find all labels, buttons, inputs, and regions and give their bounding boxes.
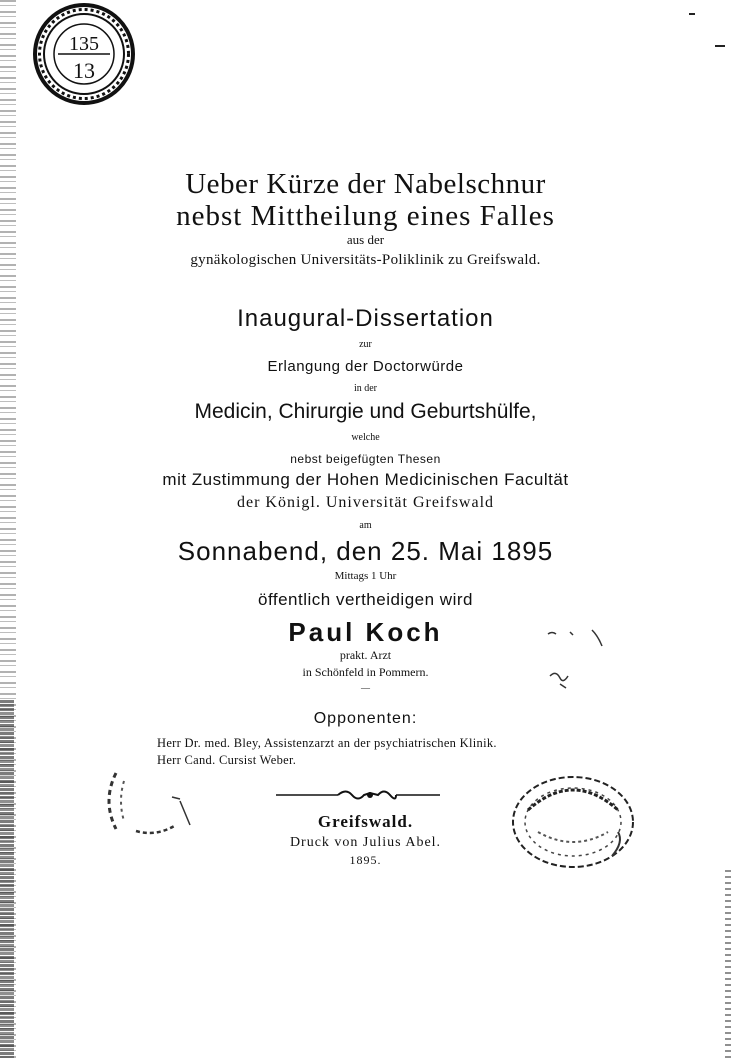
opponent-1: Herr Dr. med. Bley, Assistenzarzt an der psychiatrischen Klinik.	[157, 736, 497, 750]
author-place: in Schönfeld in Pommern.	[302, 665, 429, 679]
aus-der: aus der	[346, 232, 385, 247]
scan-edge-left-dark	[0, 700, 14, 1058]
faculties-text: Medicin, Chirurgie und Geburtshülfe,	[194, 400, 537, 423]
welche-text: welche	[351, 432, 380, 443]
corner-marks-icon	[675, 2, 731, 62]
title-line-1: Ueber Kürze der Nabelschnur	[185, 168, 546, 200]
opponenten-heading: Opponenten:	[313, 710, 418, 727]
publisher-city: Greifswald.	[317, 812, 414, 831]
nebst-thesen-text: nebst beigefügten Thesen	[290, 452, 441, 466]
defense-time: Mittags 1 Uhr	[334, 570, 397, 582]
faded-stamp-right-icon	[508, 772, 638, 872]
library-stamp-icon	[32, 2, 137, 107]
universitaet-text: der Königl. Universität Greifswald	[236, 494, 495, 511]
zur-text: zur	[359, 339, 372, 350]
stamp-number-1: 135	[69, 33, 99, 55]
clinic-name: gynäkologischen Universitäts-Poliklinik zu Greifswald.	[190, 252, 541, 268]
oeffentlich-text: öffentlich vertheidigen wird	[258, 590, 473, 609]
author-title: prakt. Arzt	[339, 648, 392, 662]
stamp-number-2: 13	[73, 58, 95, 83]
publication-year: 1895.	[349, 853, 382, 867]
opponent-2: Herr Cand. Cursist Weber.	[157, 753, 297, 767]
zustimmung-text: mit Zustimmung der Hohen Medicinischen Facultät	[162, 470, 569, 489]
divider-dash: —	[361, 683, 370, 693]
author-name: Paul Koch	[288, 617, 443, 647]
dissertation-heading: Inaugural-Dissertation	[237, 305, 494, 332]
erlangung-text: Erlangung der Doctorwürde	[267, 358, 464, 375]
publisher-name: Druck von Julius Abel.	[289, 835, 442, 850]
pencil-marks-icon	[530, 618, 620, 698]
title-line-2: nebst Mittheilung eines Falles	[176, 200, 555, 232]
defense-date: Sonnabend, den 25. Mai 1895	[177, 536, 554, 566]
am-text: am	[359, 520, 372, 531]
scan-edge-right	[725, 870, 731, 1058]
in-der-text: in der	[353, 383, 378, 394]
